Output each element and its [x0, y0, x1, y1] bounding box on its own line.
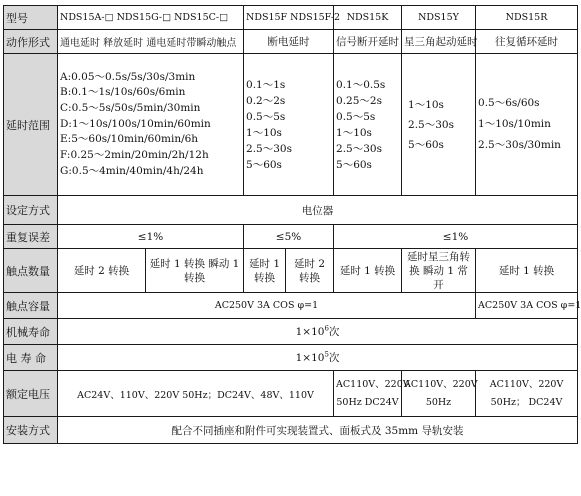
spec-table [3, 5, 581, 444]
range-f-line: 0.5～5s [246, 110, 286, 123]
label-voltage: 额定电压 [4, 371, 58, 417]
range-k-line: 0.5～5s [336, 110, 376, 123]
label-model: 型号 [4, 6, 58, 30]
range-f-line: 1～10s [246, 126, 282, 139]
mech-life-value [58, 319, 578, 345]
range-a-line: B:0.1～1s/10s/60s/6min [60, 86, 186, 99]
contacts-a2 [146, 249, 244, 293]
voltage-y [402, 371, 476, 417]
row-contacts [4, 249, 578, 293]
mode-f: 断电延时 [244, 30, 334, 54]
model-ndsa: NDS15A-□ NDS15G-□ NDS15C-□ [58, 6, 244, 30]
row-mode [4, 30, 578, 54]
range-y-line: 1～10s [408, 98, 444, 111]
range-k-line: 0.1～0.5s [336, 78, 386, 91]
model-ndsr: NDS15R [476, 6, 578, 30]
range-k-line: 1～10s [336, 126, 372, 139]
contacts-f1 [244, 249, 286, 293]
elec-life-value [58, 345, 578, 371]
row-repeat [4, 225, 578, 249]
label-setting: 设定方式 [4, 196, 58, 225]
range-r-line: 2.5～30s/30min [478, 139, 561, 151]
repeat-kyr: ≤1% [334, 225, 578, 249]
label-repeat: 重复误差 [4, 225, 58, 249]
model-ndsf: NDS15F NDS15F-2 [244, 6, 334, 30]
voltage-k [334, 371, 410, 417]
capacity-r: AC250V 3A COS φ=1 [476, 293, 578, 319]
range-k [334, 54, 402, 196]
range-y [402, 54, 476, 196]
range-f-line: 0.1～1s [246, 78, 286, 91]
range-k-line: 2.5～30s [336, 142, 382, 155]
row-install [4, 417, 578, 444]
contacts-y [402, 249, 476, 293]
range-f [244, 54, 334, 196]
contacts-a2-text: 延时 1 转换 瞬动 1 转换 [149, 257, 240, 284]
contacts-f2-text: 延时 2 转换 [294, 257, 326, 284]
contacts-r: 延时 1 转换 [476, 249, 578, 293]
voltage-r [476, 371, 578, 417]
mode-r: 往复循环延时 [476, 30, 578, 54]
voltage-y-line: 50Hz [425, 396, 452, 408]
range-a-line: G:0.5～4min/40min/4h/24h [60, 164, 204, 177]
contacts-a1: 延时 2 转换 [58, 249, 146, 293]
mode-k: 信号断开延时 [334, 30, 402, 54]
setting-value: 电位器 [58, 196, 578, 225]
contacts-k: 延时 1 转换 [334, 249, 402, 293]
voltage-k-line: 50Hz DC24V [336, 396, 399, 408]
contacts-f2 [286, 249, 334, 293]
elec-life-unit: 次 [328, 352, 340, 364]
voltage-r-line: 50Hz； DC24V [490, 396, 563, 408]
contacts-y-text: 延时星三角转换 瞬动 1 常开 [407, 250, 471, 291]
voltage-main: AC24V、110V、220V 50Hz；DC24V、48V、110V [58, 371, 334, 417]
label-install: 安装方式 [4, 417, 58, 444]
install-value: 配合不同插座和附件可实现装置式、面板式及 35mm 导轨安装 [58, 417, 578, 444]
range-k-line: 0.25～2s [336, 94, 382, 107]
range-r-line: 1～10s/10min [478, 118, 551, 130]
repeat-f: ≤5% [244, 225, 334, 249]
range-r [476, 54, 578, 196]
mech-life-unit: 次 [328, 326, 340, 338]
row-mech-life [4, 319, 578, 345]
label-mech-life: 机械寿命 [4, 319, 58, 345]
range-a-line: F:0.25～2min/20min/2h/12h [60, 149, 209, 162]
mech-life-base: 1×10 [295, 326, 325, 338]
voltage-y-line: AC110V、220V [404, 378, 478, 390]
label-elec-life: 电 寿 命 [4, 345, 58, 371]
row-voltage [4, 371, 578, 417]
voltage-r-line: AC110V、220V [489, 378, 564, 390]
range-a-line: D:1～10s/100s/10min/60min [60, 117, 211, 130]
range-f-line: 5～60s [246, 158, 282, 171]
range-y-line: 2.5～30s [408, 118, 454, 131]
mode-y: 星三角起动延时 [402, 30, 476, 54]
range-a-line: E:5～60s/10min/60min/6h [60, 133, 199, 146]
range-f-line: 2.5～30s [246, 142, 292, 155]
mode-a: 通电延时 释放延时 通电延时带瞬动触点 [58, 30, 244, 54]
voltage-k-line: AC110V、220V [336, 378, 410, 390]
range-a-line: C:0.5～5s/50s/5min/30min [60, 101, 201, 114]
contacts-f1-text: 延时 1 转换 [249, 257, 281, 284]
model-ndsk: NDS15K [334, 6, 402, 30]
range-a-line: A:0.05～0.5s/5s/30s/3min [60, 70, 196, 83]
range-r-line: 0.5～6s/60s [478, 97, 540, 109]
label-contacts: 触点数量 [4, 249, 58, 293]
spec-table-wrapper [3, 5, 581, 444]
row-model [4, 6, 578, 30]
model-ndsy: NDS15Y [402, 6, 476, 30]
label-capacity: 触点容量 [4, 293, 58, 319]
repeat-a: ≤1% [58, 225, 244, 249]
elec-life-exp: 5 [324, 350, 329, 359]
row-capacity [4, 293, 578, 319]
row-elec-life [4, 345, 578, 371]
label-mode: 动作形式 [4, 30, 58, 54]
range-f-line: 0.2～2s [246, 94, 286, 107]
mech-life-exp: 6 [324, 324, 329, 333]
range-k-line: 5～60s [336, 158, 372, 171]
label-range: 延时范围 [4, 54, 58, 196]
range-y-line: 5～60s [408, 138, 444, 151]
row-range [4, 54, 578, 196]
row-setting [4, 196, 578, 225]
elec-life-base: 1×10 [295, 352, 325, 364]
range-a [58, 54, 244, 196]
capacity-main: AC250V 3A COS φ=1 [58, 293, 476, 319]
